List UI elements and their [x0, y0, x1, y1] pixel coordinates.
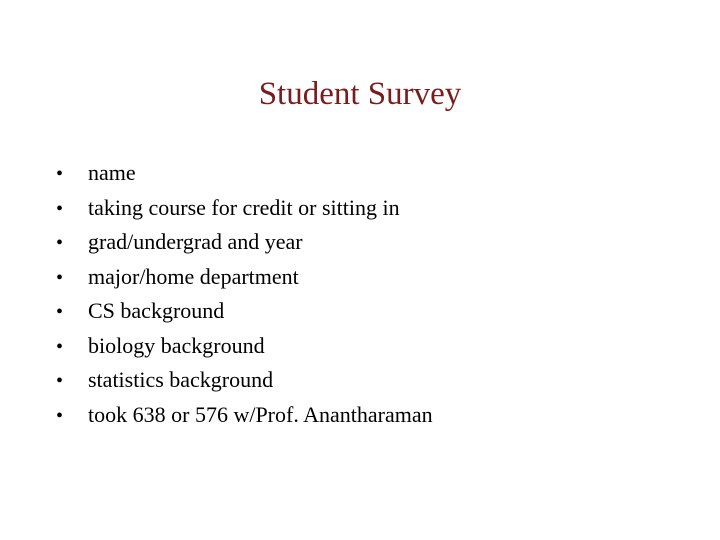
list-item-text: grad/undergrad and year	[88, 229, 303, 254]
list-item-text: biology background	[88, 332, 265, 358]
list-item-text: CS background	[88, 298, 225, 323]
list-item	[56, 333, 433, 368]
list-item-text: statistics background	[88, 367, 274, 392]
bullet-icon: •	[56, 301, 64, 323]
list-item	[56, 402, 433, 437]
list-item-text: name	[88, 160, 136, 185]
bullet-icon: •	[56, 163, 64, 185]
list-item	[56, 160, 433, 195]
list-item	[56, 264, 433, 299]
bullet-icon: •	[56, 335, 64, 358]
slide-title	[0, 74, 720, 114]
list-item	[56, 298, 433, 333]
list-item-text: took 638 or 576 w/Prof. Anantharaman	[88, 401, 433, 427]
bullet-icon: •	[56, 232, 64, 254]
list-item-text: major/home department	[88, 263, 299, 289]
bullet-icon: •	[56, 404, 64, 427]
bullet-icon: •	[56, 266, 64, 289]
list-item	[56, 229, 433, 264]
list-item	[56, 195, 433, 230]
list-item-text: taking course for credit or sitting in	[88, 194, 400, 220]
list-item	[56, 367, 433, 402]
bullet-icon: •	[56, 197, 64, 220]
bullet-list	[56, 160, 433, 436]
bullet-icon: •	[56, 370, 64, 392]
slide-title-text: Student Survey	[258, 76, 462, 112]
